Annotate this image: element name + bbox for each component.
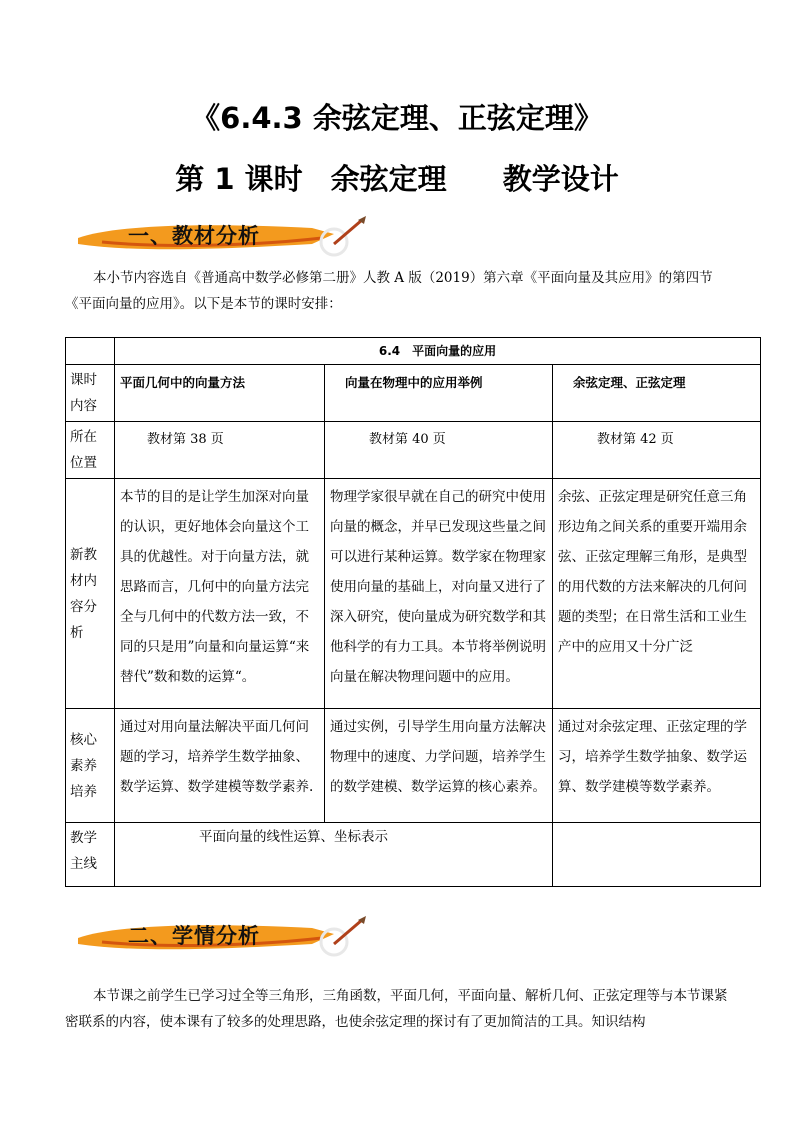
row-label: 课时内容 (66, 365, 115, 422)
row-label: 核心素养培养 (66, 709, 115, 823)
section-banner-2 (72, 914, 372, 958)
table-cell: 余弦定理、正弦定理 (553, 365, 761, 422)
table-cell: 物理学家很早就在自己的研究中使用向量的概念，并早已发现这些量之间可以进行某种运算。数学家在物理家使用向量的基础上，对向量又进行了深入研究，使向量成为研究数学和其他科学的有力工具。本节将举例说明向量在解决物理问题中的应用。 (325, 479, 553, 709)
row-label: 新教材内容分析 (66, 479, 115, 709)
table-cell: 通过实例，引导学生用向量方法解决物理中的速度、力学问题，培养学生的数学建模、数学运算的核心素养。 (325, 709, 553, 823)
subtitle-topic: 余弦定理 (330, 162, 447, 196)
section-label-1: 一、教材分析 (128, 224, 260, 248)
study-paragraph (65, 983, 729, 1035)
study-text: 本节课之前学生已学习过全等三角形，三角函数，平面几何，平面向量、解析几何、正弦定理等与本节课紧密联系的内容，使本课有了较多的处理思路，也使余弦定理的探讨有了更加简洁的工具。知识结构 (65, 988, 728, 1030)
table-cell: 通过对用向量法解决平面几何问题的学习，培养学生数学抽象、数学运算、数学建模等数学素养. (115, 709, 325, 823)
table-row (66, 338, 761, 365)
document-title: 《6.4.3 余弦定理、正弦定理》 (191, 101, 603, 135)
lesson-plan-table (65, 337, 761, 887)
table-cell: 教材第 40 页 (325, 422, 553, 479)
table-row (66, 422, 761, 479)
subtitle-design: 教学设计 (502, 162, 619, 196)
section-banner-1 (72, 214, 372, 258)
table-row (66, 709, 761, 823)
table-cell: 教材第 42 页 (553, 422, 761, 479)
table-row (66, 365, 761, 422)
table-cell: 余弦、正弦定理是研究任意三角形边角之间关系的重要开端用余弦、正弦定理解三角形，是典型的用代数的方法来解决的几何问题的类型；在日常生活和工业生产中的应用又十分广泛 (553, 479, 761, 709)
table-cell-empty (66, 338, 115, 365)
table-row (66, 823, 761, 887)
intro-paragraph (65, 265, 729, 317)
row-label: 教学主线 (66, 823, 115, 887)
table-cell: 向量在物理中的应用举例 (325, 365, 553, 422)
table-cell: 平面几何中的向量方法 (115, 365, 325, 422)
document-subtitle (0, 157, 794, 198)
section-label-2: 二、学情分析 (128, 924, 260, 948)
subtitle-lesson: 第 1 课时 (175, 162, 303, 196)
table-cell: 本节的目的是让学生加深对向量的认识，更好地体会向量这个工具的优越性。对于向量方法，就思路而言，几何中的向量方法完全与几何中的代数方法一致，不同的只是用”向量和向量运算“来替代”数和数的运算“。 (115, 479, 325, 709)
table-header: 6.4 平面向量的应用 (115, 338, 761, 365)
table-cell: 教材第 38 页 (115, 422, 325, 479)
table-cell (553, 823, 761, 887)
intro-text: 本小节内容选自《普通高中数学必修第二册》人教 A 版（2019）第六章《平面向量及其应用》的第四节《平面向量的应用》。以下是本节的课时安排： (65, 270, 713, 312)
table-cell: 通过对余弦定理、正弦定理的学习，培养学生数学抽象、数学运算、数学建模等数学素养。 (553, 709, 761, 823)
table-cell: 平面向量的线性运算、坐标表示 (115, 823, 553, 887)
table-row (66, 479, 761, 709)
row-label: 所在位置 (66, 422, 115, 479)
